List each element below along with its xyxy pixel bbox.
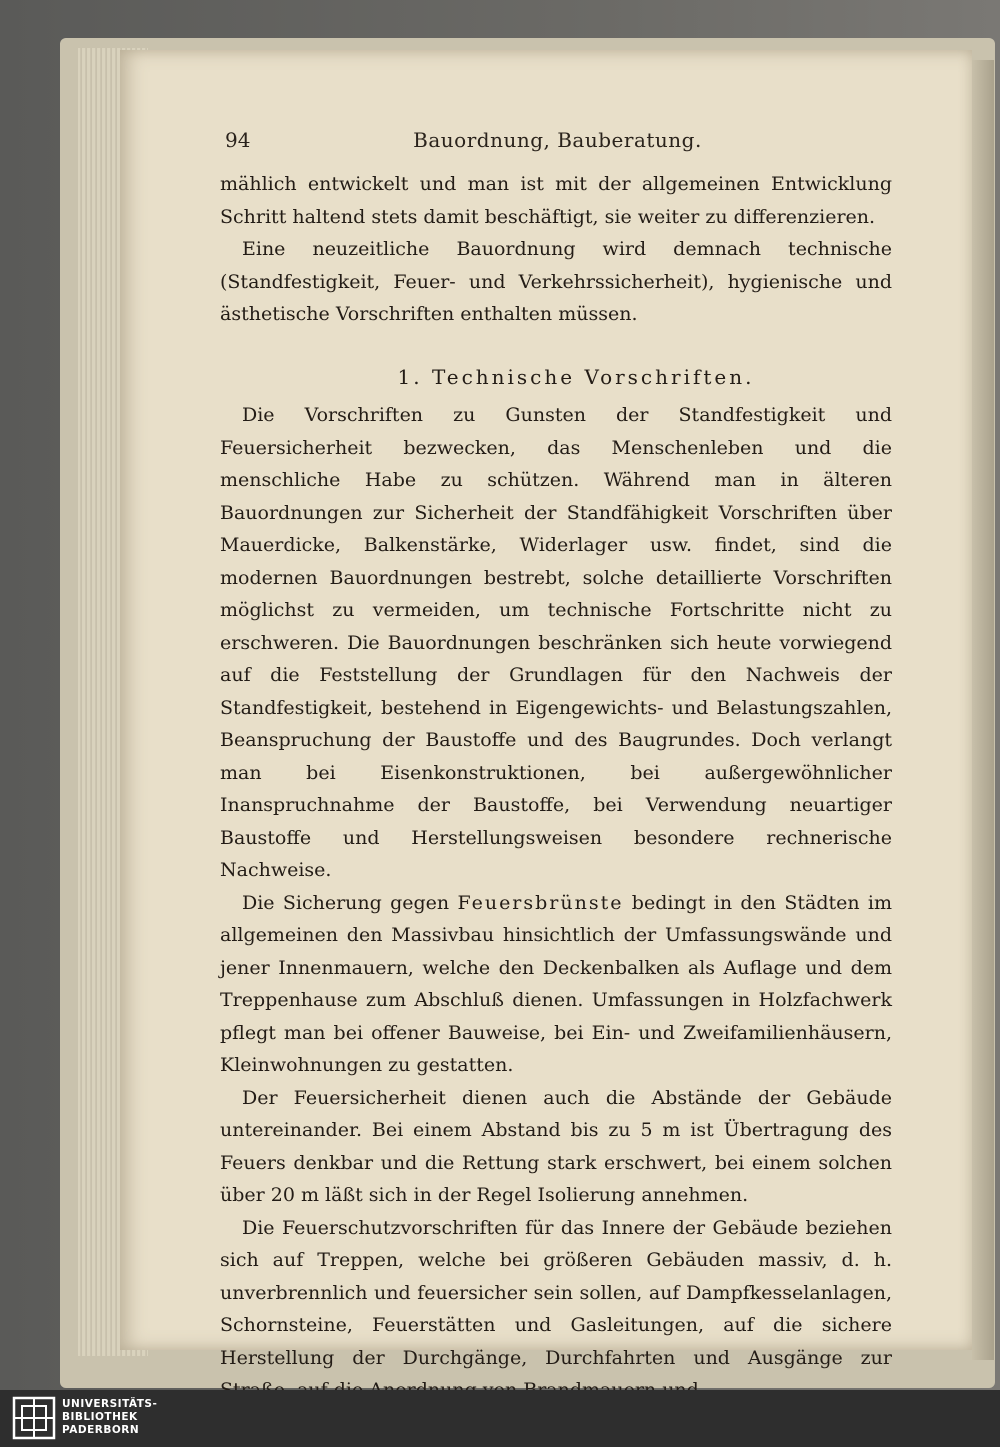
paragraph-standfestigkeit: Die Vorschriften zu Gunsten der Standfestigkeit und Feuersicherheit bezwecken, das Menschenleben und die menschliche Habe zu schützen. Während man in älteren Bauordnungen zur Sicherheit der Standfähigkeit Vorschriften über Mauerdicke, Balkenstärke, Widerlager usw. findet, sind die modernen Bauordnungen bestrebt, solche detaillierte Vorschriften möglichst zu vermeiden, um technische Fortschritte nicht zu erschweren. Die Bauordnungen beschränken sich heute vorwiegend auf die Feststellung der Grundlagen für den Nachweis der Standfestigkeit, bestehend in Eigengewichts- und Belastungszahlen, Beanspruchung der Baustoffe und des Baugrundes. Doch verlangt man bei Eisenkonstruktionen, bei außergewöhnlicher Inanspruchnahme der Baustoffe, bei Verwendung neuartiger Baustoffe und Herstellungsweisen besondere rechnerische Nachweise. <box>220 404 892 881</box>
library-logo-icon <box>12 1396 56 1440</box>
library-name-line: PADERBORN <box>62 1424 140 1436</box>
library-name <box>62 1398 157 1437</box>
paragraph-feuersbruenste <box>220 887 892 1082</box>
library-footer <box>0 1390 1000 1447</box>
running-title: Bauordnung, Bauberatung. <box>413 128 702 152</box>
intro-paragraph: Eine neuzeitliche Bauordnung wird demnach technische (Standfestigkeit, Feuer- und Verkehrssicherheit), hygienische und ästhetische Vorschriften enthalten müssen. <box>220 238 892 325</box>
page-header <box>225 128 890 160</box>
emphasized-term: Feuersbrünste <box>457 891 624 914</box>
section-heading: 1. Technische Vorschriften. <box>397 364 755 389</box>
paragraph-feuerschutz: Die Feuerschutzvorschriften für das Innere der Gebäude beziehen sich auf Treppen, welche bei größeren Gebäuden massiv, d. h. unverbrennlich und feuersicher sein sollen, auf Dampfkesselanlagen, Schornsteine, Feuerstätten und Gasleitungen, auf die sichere Herstellung der Durchgänge, Durchfahrten und Ausgänge zur <box>220 1216 892 1369</box>
library-name-line: UNIVERSITÄTS- <box>62 1398 158 1410</box>
continuation-paragraph: mählich entwickelt und man ist mit der allgemeinen Entwicklung Schritt haltend stets damit beschäftigt, sie weiter zu differenzieren. <box>220 173 892 228</box>
library-name-line: BIBLIOTHEK <box>62 1411 138 1423</box>
paragraph-lead: Die Sicherung gegen <box>242 891 458 914</box>
page-number: 94 <box>225 128 251 152</box>
right-page-edge <box>972 60 994 1360</box>
page-body <box>220 168 892 1407</box>
paragraph-rest: bedingt in den Städten im allgemeinen den Massivbau hinsichtlich der Umfassungswände und jener Innenmauern, welche den Deckenbalken als Auflage und dem Treppenhause zum Abschluß dienen. Umfassungen in Holzfachwerk pflegt man bei offener Bauweise, bei Ein- und Zweifamilienhäusern, Kleinwohnungen zu gestatten. <box>220 891 892 1076</box>
paragraph-abstaende: Der Feuersicherheit dienen auch die Abstände der Gebäude untereinander. Bei einem Abstand bis zu 5 m ist Übertragung des Feuers denkbar und die Rettung stark erschwert, bei einem solchen über 20 m läßt sich in der Regel Isolierung annehmen. <box>220 1086 892 1206</box>
